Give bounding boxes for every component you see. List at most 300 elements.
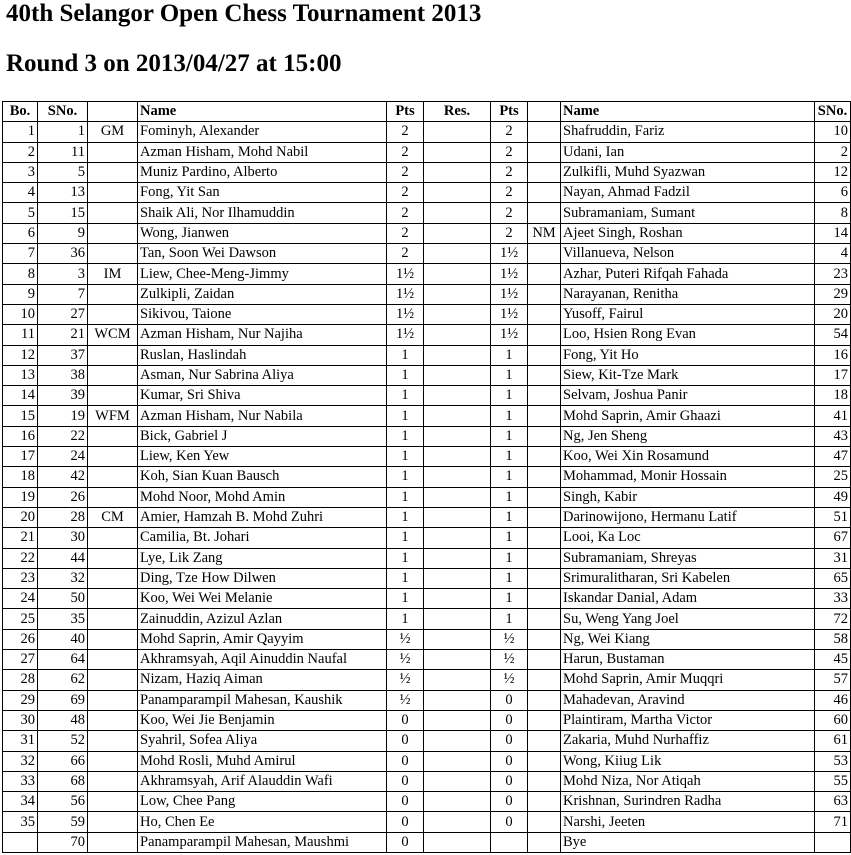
white-player-name: Low, Chee Pang (138, 792, 387, 812)
board-number: 32 (3, 751, 38, 771)
black-start-number: 61 (815, 731, 851, 751)
black-title (528, 710, 561, 730)
black-start-number: 72 (815, 609, 851, 629)
board-number: 9 (3, 284, 38, 304)
result (424, 426, 491, 446)
white-title: WFM (88, 406, 138, 426)
black-start-number: 6 (815, 183, 851, 203)
table-row (3, 203, 851, 223)
black-title (528, 731, 561, 751)
table-row (3, 426, 851, 446)
white-start-number: 11 (38, 142, 88, 162)
white-title (88, 447, 138, 467)
white-title (88, 365, 138, 385)
result (424, 203, 491, 223)
black-title (528, 142, 561, 162)
black-points: 1 (491, 589, 528, 609)
white-start-number: 26 (38, 487, 88, 507)
table-row (3, 345, 851, 365)
black-points: 1½ (491, 244, 528, 264)
table-row (3, 284, 851, 304)
black-start-number: 20 (815, 304, 851, 324)
black-start-number: 4 (815, 244, 851, 264)
white-title (88, 589, 138, 609)
black-player-name: Bye (561, 832, 815, 852)
board-number: 18 (3, 467, 38, 487)
white-points: 1 (387, 609, 424, 629)
result (424, 467, 491, 487)
board-number: 34 (3, 792, 38, 812)
black-start-number: 71 (815, 812, 851, 832)
board-number: 20 (3, 507, 38, 527)
black-title (528, 162, 561, 182)
white-start-number: 40 (38, 629, 88, 649)
result (424, 304, 491, 324)
black-player-name: Srimuralitharan, Sri Kabelen (561, 568, 815, 588)
black-points: 0 (491, 690, 528, 710)
black-start-number: 14 (815, 223, 851, 243)
black-points: 1½ (491, 264, 528, 284)
black-player-name: Yusoff, Fairul (561, 304, 815, 324)
black-player-name: Singh, Kabir (561, 487, 815, 507)
white-title (88, 528, 138, 548)
white-start-number: 56 (38, 792, 88, 812)
white-start-number: 24 (38, 447, 88, 467)
board-number: 19 (3, 487, 38, 507)
black-title (528, 426, 561, 446)
result (424, 244, 491, 264)
white-start-number: 13 (38, 183, 88, 203)
board-number: 21 (3, 528, 38, 548)
white-points: 0 (387, 812, 424, 832)
board-number: 11 (3, 325, 38, 345)
white-title: WCM (88, 325, 138, 345)
black-start-number: 47 (815, 447, 851, 467)
black-start-number: 67 (815, 528, 851, 548)
black-points: 2 (491, 162, 528, 182)
table-row (3, 325, 851, 345)
white-points: 1 (387, 568, 424, 588)
table-row (3, 710, 851, 730)
black-player-name: Selvam, Joshua Panir (561, 386, 815, 406)
white-title (88, 467, 138, 487)
board-number: 7 (3, 244, 38, 264)
black-start-number: 41 (815, 406, 851, 426)
white-title (88, 792, 138, 812)
table-row (3, 609, 851, 629)
result (424, 162, 491, 182)
result (424, 406, 491, 426)
black-player-name: Siew, Kit-Tze Mark (561, 365, 815, 385)
white-title (88, 710, 138, 730)
white-player-name: Bick, Gabriel J (138, 426, 387, 446)
header-title-black (528, 102, 561, 122)
black-player-name: Loo, Hsien Rong Evan (561, 325, 815, 345)
black-points: 1½ (491, 284, 528, 304)
table-row (3, 142, 851, 162)
result (424, 345, 491, 365)
result (424, 609, 491, 629)
board-number: 5 (3, 203, 38, 223)
white-start-number: 7 (38, 284, 88, 304)
black-title (528, 244, 561, 264)
white-player-name: Amier, Hamzah B. Mohd Zuhri (138, 507, 387, 527)
white-title (88, 751, 138, 771)
black-start-number: 25 (815, 467, 851, 487)
black-player-name: Mahadevan, Aravind (561, 690, 815, 710)
black-player-name: Mohammad, Monir Hossain (561, 467, 815, 487)
table-row (3, 792, 851, 812)
board-number: 6 (3, 223, 38, 243)
result (424, 792, 491, 812)
black-player-name: Su, Weng Yang Joel (561, 609, 815, 629)
board-number: 2 (3, 142, 38, 162)
black-player-name: Wong, Kiiug Lik (561, 751, 815, 771)
white-start-number: 32 (38, 568, 88, 588)
white-title (88, 629, 138, 649)
black-points: 2 (491, 203, 528, 223)
black-points: 0 (491, 812, 528, 832)
board-number: 14 (3, 386, 38, 406)
black-player-name: Harun, Bustaman (561, 650, 815, 670)
result (424, 122, 491, 142)
white-start-number: 70 (38, 832, 88, 852)
board-number: 15 (3, 406, 38, 426)
result (424, 670, 491, 690)
white-start-number: 39 (38, 386, 88, 406)
result (424, 568, 491, 588)
black-player-name: Narshi, Jeeten (561, 812, 815, 832)
black-start-number: 23 (815, 264, 851, 284)
black-points: 2 (491, 223, 528, 243)
black-start-number: 18 (815, 386, 851, 406)
black-points: 0 (491, 731, 528, 751)
table-row (3, 528, 851, 548)
white-title (88, 832, 138, 852)
result (424, 589, 491, 609)
black-points: 1 (491, 426, 528, 446)
white-points: 2 (387, 223, 424, 243)
black-player-name: Mohd Saprin, Amir Ghaazi (561, 406, 815, 426)
black-title (528, 650, 561, 670)
black-points: 0 (491, 751, 528, 771)
black-points: 1 (491, 609, 528, 629)
black-player-name: Zulkifli, Muhd Syazwan (561, 162, 815, 182)
white-title (88, 812, 138, 832)
result (424, 629, 491, 649)
white-start-number: 37 (38, 345, 88, 365)
white-title (88, 487, 138, 507)
white-start-number: 19 (38, 406, 88, 426)
black-player-name: Iskandar Danial, Adam (561, 589, 815, 609)
white-player-name: Wong, Jianwen (138, 223, 387, 243)
black-start-number: 10 (815, 122, 851, 142)
board-number: 28 (3, 670, 38, 690)
result (424, 365, 491, 385)
table-row (3, 832, 851, 852)
white-player-name: Mohd Rosli, Muhd Amirul (138, 751, 387, 771)
white-start-number: 28 (38, 507, 88, 527)
table-row (3, 731, 851, 751)
black-player-name: Fong, Yit Ho (561, 345, 815, 365)
black-start-number: 51 (815, 507, 851, 527)
board-number: 35 (3, 812, 38, 832)
white-points: 0 (387, 832, 424, 852)
white-points: 2 (387, 203, 424, 223)
table-row (3, 589, 851, 609)
board-number: 25 (3, 609, 38, 629)
board-number: 24 (3, 589, 38, 609)
pairings-table (2, 101, 851, 853)
table-row (3, 548, 851, 568)
white-start-number: 48 (38, 710, 88, 730)
table-row (3, 629, 851, 649)
table-header-row (3, 102, 851, 122)
black-title (528, 122, 561, 142)
black-player-name: Udani, Ian (561, 142, 815, 162)
black-title (528, 528, 561, 548)
black-player-name: Azhar, Puteri Rifqah Fahada (561, 264, 815, 284)
result (424, 284, 491, 304)
white-points: 1½ (387, 304, 424, 324)
table-row (3, 223, 851, 243)
result (424, 548, 491, 568)
white-title (88, 568, 138, 588)
board-number: 1 (3, 122, 38, 142)
white-player-name: Akhramsyah, Aqil Ainuddin Naufal (138, 650, 387, 670)
white-start-number: 42 (38, 467, 88, 487)
white-start-number: 64 (38, 650, 88, 670)
white-points: 1 (387, 528, 424, 548)
white-player-name: Nizam, Haziq Aiman (138, 670, 387, 690)
board-number: 10 (3, 304, 38, 324)
black-start-number: 58 (815, 629, 851, 649)
black-title (528, 406, 561, 426)
board-number: 23 (3, 568, 38, 588)
black-title (528, 609, 561, 629)
black-points: 2 (491, 122, 528, 142)
board-number: 12 (3, 345, 38, 365)
white-title (88, 548, 138, 568)
header-pts-black: Pts (491, 102, 528, 122)
black-points (491, 832, 528, 852)
black-title (528, 589, 561, 609)
table-row (3, 304, 851, 324)
table-row (3, 406, 851, 426)
white-player-name: Koh, Sian Kuan Bausch (138, 467, 387, 487)
table-row (3, 244, 851, 264)
white-player-name: Zainuddin, Azizul Azlan (138, 609, 387, 629)
black-start-number: 45 (815, 650, 851, 670)
white-title (88, 183, 138, 203)
black-points: 0 (491, 771, 528, 791)
black-title (528, 447, 561, 467)
white-title (88, 203, 138, 223)
board-number: 33 (3, 771, 38, 791)
result (424, 731, 491, 751)
black-player-name: Mohd Saprin, Amir Muqqri (561, 670, 815, 690)
white-points: 1 (387, 467, 424, 487)
black-title (528, 812, 561, 832)
table-row (3, 751, 851, 771)
white-points: 1 (387, 365, 424, 385)
white-points: 0 (387, 710, 424, 730)
black-player-name: Looi, Ka Loc (561, 528, 815, 548)
black-points: 1½ (491, 304, 528, 324)
table-row (3, 122, 851, 142)
table-row (3, 650, 851, 670)
white-points: 1 (387, 447, 424, 467)
white-player-name: Sikivou, Taione (138, 304, 387, 324)
white-points: 2 (387, 244, 424, 264)
white-player-name: Syahril, Sofea Aliya (138, 731, 387, 751)
black-points: 1 (491, 548, 528, 568)
white-start-number: 35 (38, 609, 88, 629)
white-player-name: Koo, Wei Wei Melanie (138, 589, 387, 609)
black-start-number: 54 (815, 325, 851, 345)
white-player-name: Lye, Lik Zang (138, 548, 387, 568)
white-player-name: Tan, Soon Wei Dawson (138, 244, 387, 264)
board-number: 13 (3, 365, 38, 385)
white-title (88, 650, 138, 670)
black-player-name: Ng, Jen Sheng (561, 426, 815, 446)
black-title (528, 670, 561, 690)
white-player-name: Ho, Chen Ee (138, 812, 387, 832)
white-start-number: 44 (38, 548, 88, 568)
white-start-number: 36 (38, 244, 88, 264)
black-start-number: 33 (815, 589, 851, 609)
header-board: Bo. (3, 102, 38, 122)
black-start-number: 63 (815, 792, 851, 812)
board-number: 30 (3, 710, 38, 730)
board-number: 26 (3, 629, 38, 649)
black-player-name: Koo, Wei Xin Rosamund (561, 447, 815, 467)
white-points: 1½ (387, 284, 424, 304)
white-player-name: Ruslan, Haslindah (138, 345, 387, 365)
result (424, 447, 491, 467)
black-player-name: Krishnan, Surindren Radha (561, 792, 815, 812)
black-start-number: 29 (815, 284, 851, 304)
board-number: 31 (3, 731, 38, 751)
white-player-name: Kumar, Sri Shiva (138, 386, 387, 406)
table-row (3, 264, 851, 284)
black-points: 1 (491, 386, 528, 406)
black-title (528, 304, 561, 324)
white-start-number: 1 (38, 122, 88, 142)
black-points: ½ (491, 629, 528, 649)
black-player-name: Shafruddin, Fariz (561, 122, 815, 142)
white-title (88, 304, 138, 324)
board-number (3, 832, 38, 852)
white-player-name: Fominyh, Alexander (138, 122, 387, 142)
black-start-number: 16 (815, 345, 851, 365)
white-title (88, 244, 138, 264)
white-points: 1½ (387, 325, 424, 345)
table-row (3, 467, 851, 487)
white-points: 2 (387, 183, 424, 203)
black-start-number: 55 (815, 771, 851, 791)
white-player-name: Shaik Ali, Nor Ilhamuddin (138, 203, 387, 223)
white-player-name: Panamparampil Mahesan, Maushmi (138, 832, 387, 852)
black-start-number: 43 (815, 426, 851, 446)
black-player-name: Ajeet Singh, Roshan (561, 223, 815, 243)
black-points: 0 (491, 792, 528, 812)
header-name-black: Name (561, 102, 815, 122)
black-player-name: Ng, Wei Kiang (561, 629, 815, 649)
white-points: 1 (387, 406, 424, 426)
pairings-body (3, 122, 851, 853)
black-start-number: 8 (815, 203, 851, 223)
black-title (528, 568, 561, 588)
white-title (88, 609, 138, 629)
table-row (3, 507, 851, 527)
white-points: 0 (387, 792, 424, 812)
result (424, 183, 491, 203)
black-start-number: 65 (815, 568, 851, 588)
white-start-number: 59 (38, 812, 88, 832)
black-start-number: 2 (815, 142, 851, 162)
white-points: 2 (387, 142, 424, 162)
black-points: ½ (491, 650, 528, 670)
white-title (88, 731, 138, 751)
result (424, 487, 491, 507)
white-player-name: Camilia, Bt. Johari (138, 528, 387, 548)
black-points: 0 (491, 710, 528, 730)
black-player-name: Narayanan, Renitha (561, 284, 815, 304)
white-title (88, 162, 138, 182)
black-player-name: Plaintiram, Martha Victor (561, 710, 815, 730)
header-pts-white: Pts (387, 102, 424, 122)
white-player-name: Azman Hisham, Nur Nabila (138, 406, 387, 426)
white-player-name: Azman Hisham, Nur Najiha (138, 325, 387, 345)
white-start-number: 68 (38, 771, 88, 791)
black-player-name: Nayan, Ahmad Fadzil (561, 183, 815, 203)
white-title (88, 771, 138, 791)
white-points: ½ (387, 670, 424, 690)
result (424, 650, 491, 670)
black-start-number: 60 (815, 710, 851, 730)
white-title (88, 142, 138, 162)
black-title (528, 264, 561, 284)
white-player-name: Panamparampil Mahesan, Kaushik (138, 690, 387, 710)
black-player-name: Darinowijono, Hermanu Latif (561, 507, 815, 527)
black-points: 2 (491, 183, 528, 203)
black-player-name: Zakaria, Muhd Nurhaffiz (561, 731, 815, 751)
white-points: 1 (387, 507, 424, 527)
table-row (3, 690, 851, 710)
black-start-number: 46 (815, 690, 851, 710)
black-start-number: 12 (815, 162, 851, 182)
black-points: 1½ (491, 325, 528, 345)
black-title (528, 325, 561, 345)
header-sno-white: SNo. (38, 102, 88, 122)
white-player-name: Akhramsyah, Arif Alauddin Wafi (138, 771, 387, 791)
white-player-name: Azman Hisham, Mohd Nabil (138, 142, 387, 162)
black-start-number: 57 (815, 670, 851, 690)
black-points: ½ (491, 670, 528, 690)
white-player-name: Ding, Tze How Dilwen (138, 568, 387, 588)
black-points: 1 (491, 528, 528, 548)
white-start-number: 69 (38, 690, 88, 710)
black-title (528, 183, 561, 203)
black-title (528, 203, 561, 223)
black-title (528, 467, 561, 487)
white-start-number: 62 (38, 670, 88, 690)
result (424, 812, 491, 832)
black-title (528, 751, 561, 771)
black-points: 1 (491, 345, 528, 365)
black-points: 1 (491, 507, 528, 527)
